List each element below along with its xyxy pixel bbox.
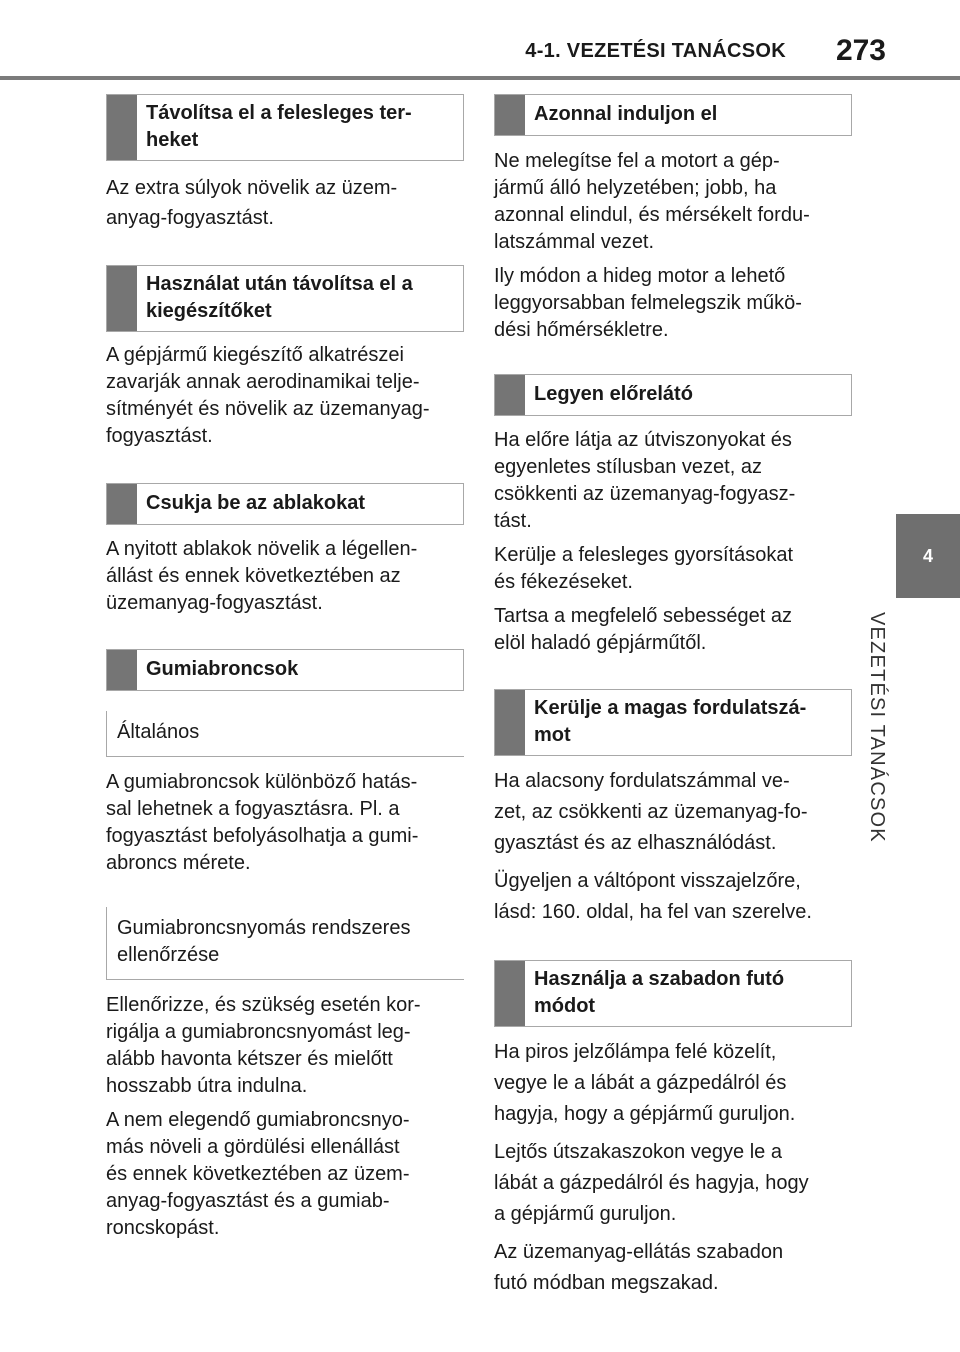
section-heading [494, 374, 852, 416]
paragraph: Ne melegítse fel a motort a gép- jármű álló helyzetében; jobb, ha azonnal elindul, és mérsékelt fordu- latszámmal vezet. [494, 150, 810, 253]
heading-bar [107, 650, 137, 690]
heading-bar [107, 95, 137, 160]
section-heading [106, 265, 464, 332]
subsection-heading: Gumiabroncsnyomás rendszeres ellenőrzése [106, 907, 464, 980]
heading-text: Legyen előrelátó [534, 383, 693, 405]
running-header: 4-1. VEZETÉSI TANÁCSOK [525, 40, 786, 62]
paragraph: A nyitott ablakok növelik a légellen- állást és ennek következtében az üzemanyag-fogyasztást. [106, 538, 418, 614]
heading-text: Csukja be az ablakokat [146, 492, 365, 514]
paragraph: Az üzemanyag-ellátás szabadon futó módban megszakad. [494, 1241, 784, 1294]
paragraph: Ily módon a hideg motor a lehető leggyorsabban felmelegszik műkö- dési hőmérsékletre. [494, 265, 802, 341]
section-heading [106, 483, 464, 525]
paragraph: A nem elegendő gumiabroncsnyo- más növeli a gördülési ellenállást és ennek következtében az üzem- anyag-fogyasztást és a gumiab- roncskopást. [106, 1109, 410, 1239]
heading-bar [495, 690, 525, 755]
section-heading [494, 960, 852, 1027]
section-heading [106, 649, 464, 691]
heading-bar [107, 266, 137, 331]
section-heading [106, 94, 464, 161]
heading-text: Használja a szabadon futó módot [534, 968, 785, 1017]
heading-text: Gumiabroncsok [146, 658, 299, 680]
section-heading [494, 94, 852, 136]
heading-text: Kerülje a magas fordulatszá-mot [534, 697, 807, 746]
paragraph: Kerülje a felesleges gyorsításokat és fékezéseket. [494, 544, 794, 593]
header-rule [0, 76, 960, 80]
paragraph: Ha előre látja az útviszonyokat és egyenletes stílusban vezet, az csökkenti az üzemanyag-fogyasz- tást. [494, 429, 796, 532]
chapter-side-label: VEZETÉSI TANÁCSOK [866, 612, 888, 843]
paragraph: Ellenőrizze, és szükség esetén kor- rigálja a gumiabroncsnyomást leg- alább havonta kétszer és mielőtt hosszabb útra indulna. [106, 994, 421, 1097]
paragraph: A gumiabroncsok különböző hatás- sal lehetnek a fogyasztásra. Pl. a fogyasztást befolyásolhatja a gumi- abroncs mérete. [106, 771, 419, 874]
heading-bar [107, 484, 137, 524]
paragraph: Ha piros jelzőlámpa felé közelít, vegye le a lábát a gázpedálról és hagyja, hogy a gépjármű guruljon. [494, 1041, 796, 1125]
heading-bar [495, 375, 525, 415]
chapter-tab [896, 514, 960, 598]
heading-bar [495, 961, 525, 1026]
heading-text: Használat után távolítsa el a kiegészítőket [146, 273, 413, 322]
subsection-heading: Általános [106, 711, 464, 757]
heading-text: Távolítsa el a felesleges ter-heket [146, 102, 412, 151]
paragraph: Az extra súlyok növelik az üzem- anyag-fogyasztást. [106, 177, 398, 229]
right-column [494, 94, 852, 1299]
page-number: 273 [835, 34, 886, 67]
section-heading [494, 689, 852, 756]
paragraph: A gépjármű kiegészítő alkatrészei zavarják annak aerodinamikai telje- sítményét és növelik az üzemanyag- fogyasztást. [106, 344, 430, 447]
chapter-number: 4 [922, 545, 933, 566]
paragraph: Ügyeljen a váltópont visszajelzőre, lásd: 160. oldal, ha fel van szerelve. [494, 870, 812, 923]
left-column [106, 94, 464, 1242]
paragraph: Tartsa a megfelelő sebességet az elöl haladó gépjárműtől. [494, 605, 792, 654]
heading-bar [495, 95, 525, 135]
paragraph: Ha alacsony fordulatszámmal ve- zet, az csökkenti az üzemanyag-fo- gyasztást és az elhasználódást. [494, 770, 808, 854]
heading-text: Azonnal induljon el [534, 103, 718, 125]
paragraph: Lejtős útszakaszokon vegye le a lábát a gázpedálról és hagyja, hogy a gépjármű guruljon. [494, 1141, 809, 1225]
